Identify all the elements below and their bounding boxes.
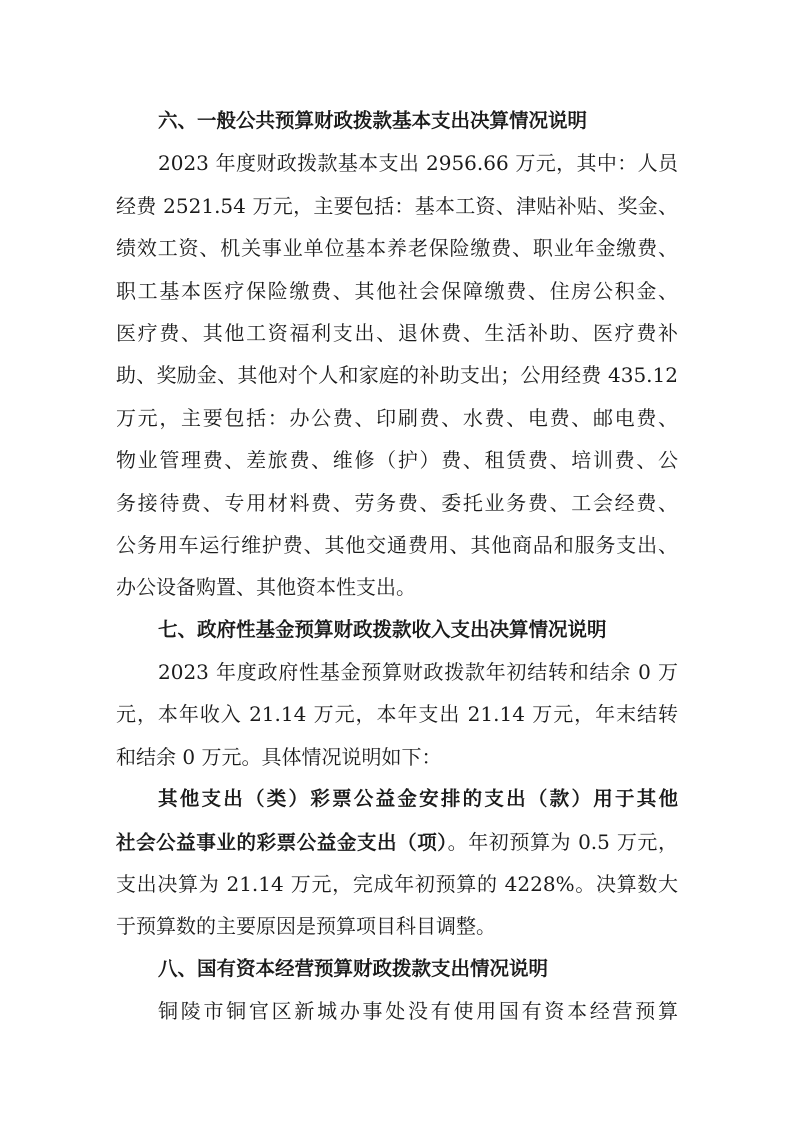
section-6-line: 医疗费、其他工资福利支出、退休费、生活补助、医疗费补 — [116, 320, 678, 345]
section-7-line: 和结余 0 万元。具体情况说明如下： — [116, 744, 442, 769]
section-6-line: 经费 2521.54 万元，主要包括：基本工资、津贴补贴、奖金、 — [116, 193, 678, 218]
section-6-line: 职工基本医疗保险缴费、其他社会保障缴费、住房公积金、 — [116, 278, 678, 303]
section-8-line: 铜陵市铜官区新城办事处没有使用国有资本经营预算 — [158, 999, 678, 1024]
section-6-line: 绩效工资、机关事业单位基本养老保险缴费、职业年金缴费、 — [116, 236, 678, 261]
section-7-item-title-cont: 社会公益事业的彩票公益金支出（项） — [116, 830, 448, 854]
section-7-heading: 七、政府性基金预算财政拨款收入支出决算情况说明 — [158, 617, 607, 641]
section-6-line: 2023 年度财政拨款基本支出 2956.66 万元，其中：人员 — [158, 151, 678, 176]
section-7-item-line: 支出决算为 21.14 万元，完成年初预算的 4228%。决算数大 — [116, 872, 678, 897]
section-6-heading: 六、一般公共预算财政拨款基本支出决算情况说明 — [158, 109, 588, 132]
section-7-item-title: 其他支出（类）彩票公益金安排的支出（款）用于其他 — [158, 787, 678, 811]
section-6-line: 务接待费、专用材料费、劳务费、委托业务费、工会经费、 — [116, 490, 678, 515]
section-7-line: 2023 年度政府性基金预算财政拨款年初结转和结余 0 万 — [158, 660, 678, 685]
section-6-line: 公务用车运行维护费、其他交通费用、其他商品和服务支出、 — [116, 532, 678, 557]
document-body — [116, 100, 678, 1033]
section-7-line: 元，本年收入 21.14 万元，本年支出 21.14 万元，年末结转 — [116, 702, 678, 727]
section-7-item-line — [116, 821, 678, 863]
section-6-line: 办公设备购置、其他资本性支出。 — [116, 575, 416, 600]
section-8-heading: 八、国有资本经营预算财政拨款支出情况说明 — [158, 956, 549, 980]
section-7-item-line: 于预算数的主要原因是预算项目科目调整。 — [116, 914, 496, 939]
section-6-line: 助、奖励金、其他对个人和家庭的补助支出；公用经费 435.12 — [116, 363, 678, 388]
section-6-line: 万元，主要包括：办公费、印刷费、水费、电费、邮电费、 — [116, 405, 678, 430]
section-6-line: 物业管理费、差旅费、维修（护）费、租赁费、培训费、公 — [116, 448, 678, 473]
section-7-item-text: 。年初预算为 0.5 万元， — [447, 829, 678, 854]
